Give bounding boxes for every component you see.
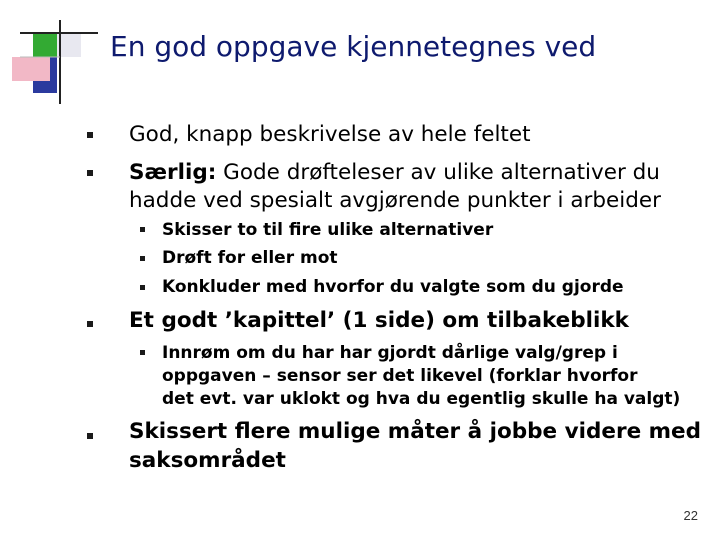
sub-bullet-marker	[140, 350, 145, 355]
bullet-marker	[87, 321, 93, 327]
page-number: 22	[683, 508, 698, 523]
bullet-text: God, knapp beskrivelse av hele feltet	[129, 122, 531, 147]
bullet-text-continuation: saksområdet	[129, 448, 286, 473]
sub-bullet-text: Drøft for eller mot	[162, 248, 338, 268]
bullet-prefix: Særlig:	[129, 160, 217, 185]
bullet-text-continuation: hadde ved spesialt avgjørende punkter i arbeider	[129, 188, 661, 213]
corner-decoration	[0, 0, 110, 110]
bullet-text	[129, 158, 660, 188]
sub-bullet-text: Konkluder med hvorfor du valgte som du gjorde	[162, 277, 624, 297]
sub-bullet-marker	[140, 227, 145, 232]
sub-bullet-marker	[140, 285, 145, 290]
sub-bullet-text-continuation: det evt. var uklokt og hva du egentlig skulle ha valgt)	[162, 389, 681, 409]
page-title: En god oppgave kjennetegnes ved	[110, 30, 597, 63]
sub-bullet-marker	[140, 256, 145, 261]
bullet-marker	[87, 170, 93, 176]
bullet-marker	[87, 132, 93, 138]
sub-bullet-text-continuation: oppgaven – sensor ser det likevel (forklar hvorfor	[162, 366, 638, 386]
sub-bullet-text: Innrøm om du har har gjordt dårlige valg/grep i	[162, 343, 618, 363]
bullet-text: Et godt ’kapittel’ (1 side) om tilbakeblikk	[129, 308, 629, 333]
bullet-text: Skissert flere mulige måter å jobbe videre med	[129, 419, 702, 444]
sub-bullet-text: Skisser to til fire ulike alternativer	[162, 220, 494, 240]
bullet-text-rest: Gode drøfteleser av ulike alternativer du	[216, 160, 660, 185]
bullet-marker	[87, 433, 93, 439]
